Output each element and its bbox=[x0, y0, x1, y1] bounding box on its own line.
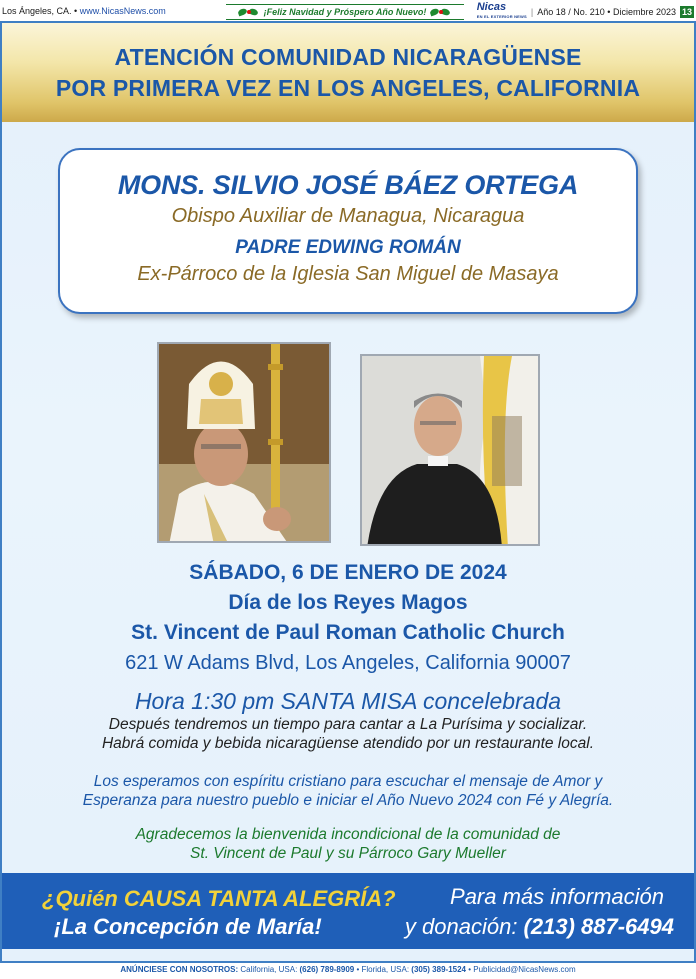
bishop-title: Obispo Auxiliar de Managua, Nicaragua bbox=[171, 205, 525, 227]
website-link[interactable]: www.NicasNews.com bbox=[79, 6, 166, 16]
paragraph-social bbox=[2, 715, 694, 753]
paragraph-line: St. Vincent de Paul y su Párroco Gary Mueller bbox=[190, 845, 506, 862]
paragraph-line: Agradecemos la bienvenida incondicional de la comunidad de bbox=[135, 826, 561, 843]
priest-name: PADRE EDWING ROMÁN bbox=[235, 237, 461, 258]
greeting-text: ¡Feliz Navidad y Próspero Año Nuevo! bbox=[263, 7, 427, 17]
paragraph-invitation bbox=[2, 772, 694, 810]
event-date: SÁBADO, 6 DE ENERO DE 2024 bbox=[189, 561, 507, 584]
question-bold: CAUSA TANTA ALEGRÍA? bbox=[123, 886, 396, 911]
header-banner bbox=[2, 23, 694, 122]
issue-info bbox=[477, 3, 694, 21]
location-text: Los Ángeles, CA. • bbox=[2, 6, 78, 16]
priest-photo bbox=[360, 354, 540, 546]
page-number: 13 bbox=[681, 7, 692, 17]
paragraph-line: Los esperamos con espíritu cristiano para escuchar el mensaje de Amor y bbox=[93, 773, 603, 790]
flyer-frame bbox=[0, 21, 696, 963]
donation-prefix: y donación: bbox=[404, 914, 524, 939]
paragraph-line: Habrá comida y bebida nicaragüense atendido por un restaurante local. bbox=[101, 735, 594, 752]
footer-fl-prefix: • Florida, USA: bbox=[354, 965, 412, 974]
footer-ca-prefix: California, USA: bbox=[238, 965, 300, 974]
footer-email[interactable]: • Publicidad@NicasNews.com bbox=[466, 965, 576, 974]
separator: | bbox=[530, 7, 534, 17]
bishop-photo bbox=[157, 342, 331, 543]
priest-title: Ex-Párroco de la Iglesia San Miguel de Masaya bbox=[137, 263, 559, 285]
paragraph-line: Después tendremos un tiempo para cantar a La Purísima y socializar. bbox=[108, 716, 588, 733]
paragraph-line: Esperanza para nuestro pueblo e iniciar el Año Nuevo 2024 con Fé y Alegría. bbox=[82, 792, 614, 809]
issue-text: Año 18 / No. 210 • Diciembre 2023 bbox=[537, 7, 676, 17]
footer-ad-line bbox=[0, 965, 696, 974]
footer-fl-phone[interactable]: (305) 389-1524 bbox=[411, 965, 466, 974]
banner-question bbox=[42, 886, 396, 912]
speakers-box bbox=[58, 148, 638, 314]
holiday-greeting bbox=[226, 4, 464, 20]
event-occasion: Día de los Reyes Magos bbox=[228, 591, 468, 614]
event-venue: St. Vincent de Paul Roman Catholic Church bbox=[131, 621, 565, 644]
event-details bbox=[2, 558, 694, 719]
header-line-1: ATENCIÓN COMUNIDAD NICARAGÜENSE bbox=[114, 44, 582, 70]
event-address: 621 W Adams Blvd, Los Angeles, California 90007 bbox=[125, 652, 571, 674]
holly-icon bbox=[238, 6, 260, 18]
logo-subtext: EN EL EXTERIOR NEWS bbox=[476, 14, 527, 19]
info-line: Para más información bbox=[450, 884, 664, 909]
location-line bbox=[2, 6, 166, 16]
logo-text: Nicas bbox=[476, 1, 507, 13]
question-prefix: ¿Quién bbox=[42, 886, 124, 911]
holly-icon bbox=[430, 6, 452, 18]
phone-number[interactable]: (213) 887-6494 bbox=[523, 914, 674, 939]
header-line-2: POR PRIMERA VEZ EN LOS ANGELES, CALIFORNIA bbox=[55, 75, 641, 101]
event-time: Hora 1:30 pm SANTA MISA concelebrada bbox=[134, 688, 562, 714]
paragraph-thanks bbox=[2, 825, 694, 863]
donation-line bbox=[405, 914, 674, 940]
contact-banner bbox=[2, 873, 694, 949]
nicas-news-logo bbox=[477, 3, 527, 21]
top-bar bbox=[0, 0, 696, 22]
footer-ca-phone[interactable]: (626) 789-8909 bbox=[299, 965, 355, 974]
banner-answer: ¡La Concepción de María! bbox=[54, 914, 322, 939]
bishop-name: MONS. SILVIO JOSÉ BÁEZ ORTEGA bbox=[117, 170, 579, 200]
footer-label: ANÚNCIESE CON NOSOTROS: bbox=[120, 965, 239, 974]
